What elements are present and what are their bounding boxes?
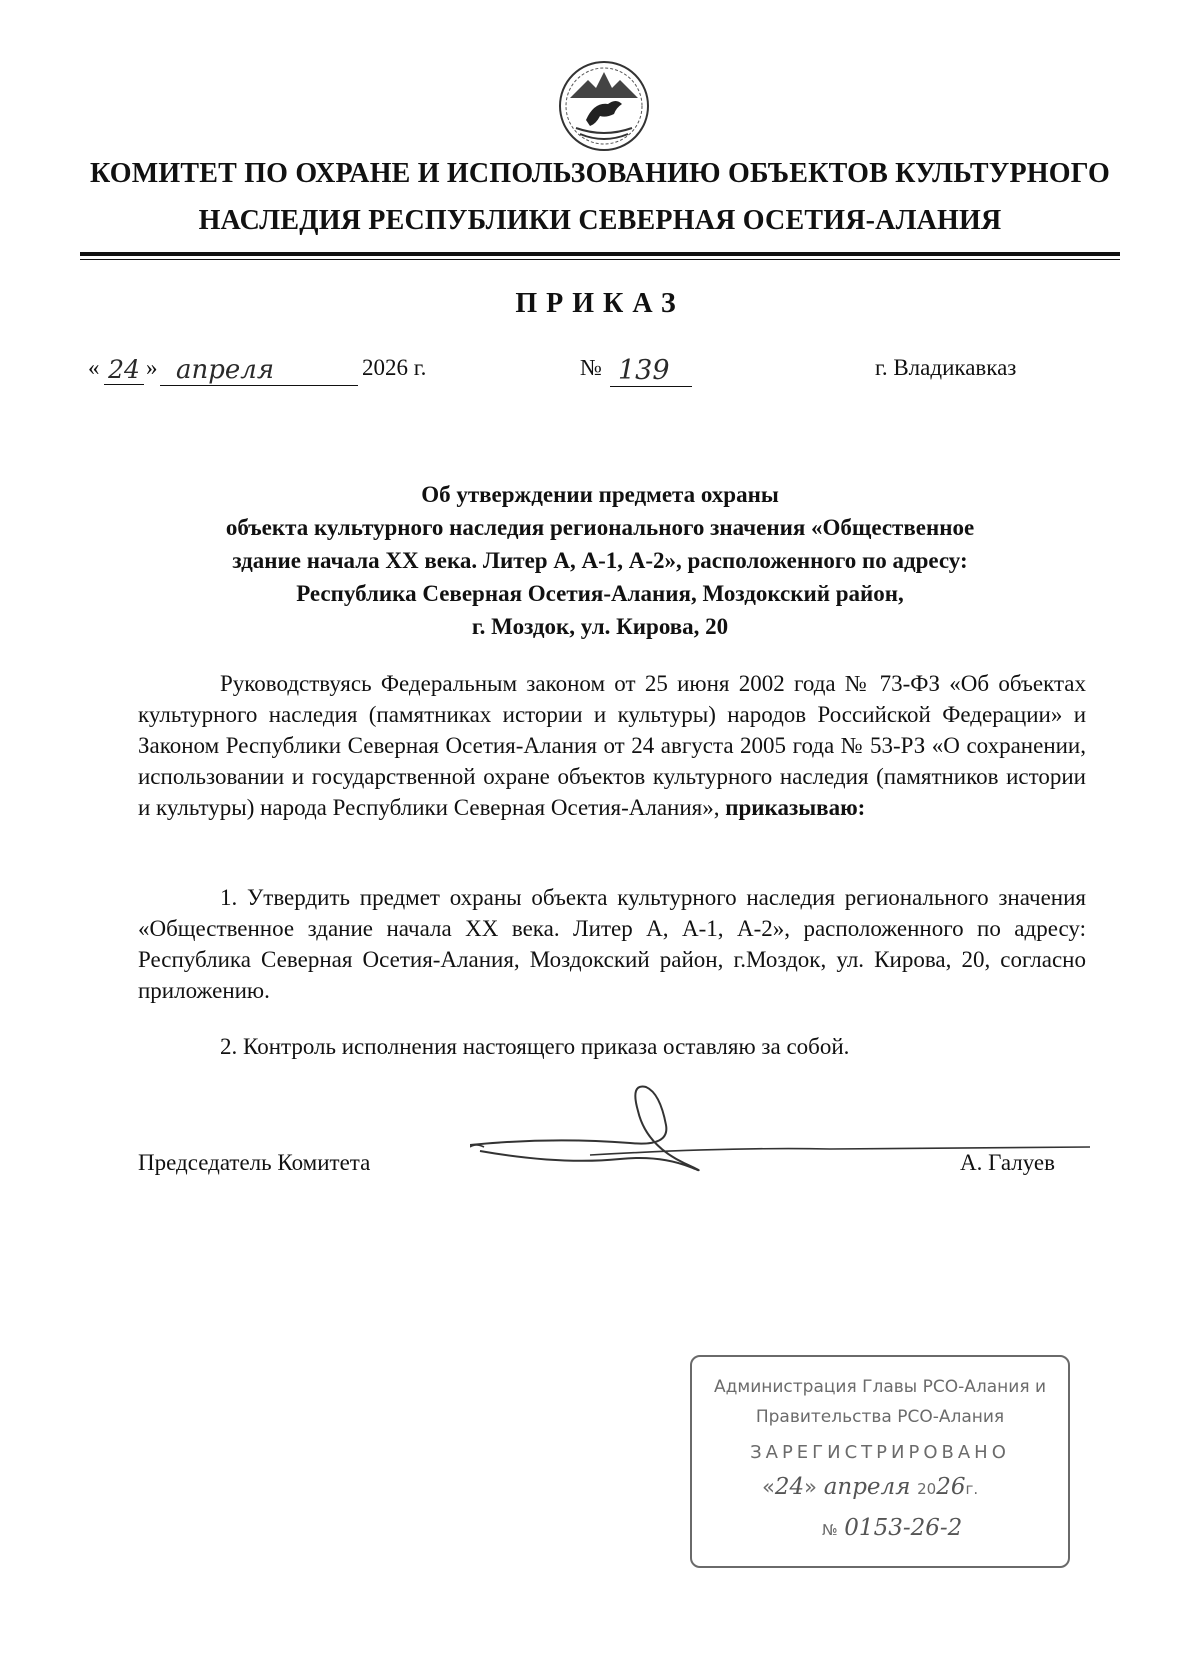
order-item-1: 1. Утвердить предмет охраны объекта культурного наследия регионального значения «Общественное здание начала XX века. Литер А, А-1, А-2», расположенного по адресу: Республика Северная Осетия-Алания, Моздокский район, г.Моздок, ул. Кирова, 20, согласно приложению. bbox=[138, 885, 1086, 1003]
header-divider-thin bbox=[80, 259, 1120, 260]
stamp-year-suffix: г. bbox=[965, 1480, 979, 1498]
stamp-date bbox=[762, 1474, 1022, 1500]
stamp-date-month-handwritten: апреля bbox=[823, 1474, 911, 1500]
registration-stamp bbox=[690, 1355, 1070, 1568]
stamp-number-handwritten: 0153-26-2 bbox=[844, 1515, 963, 1541]
order-item-2: 2. Контроль исполнения настоящего приказа оставляю за собой. bbox=[220, 1034, 850, 1059]
header-divider-thick bbox=[80, 252, 1120, 256]
stamp-date-day-handwritten: 24 bbox=[774, 1474, 805, 1500]
order-number-handwritten: 139 bbox=[610, 355, 692, 387]
stamp-year-handwritten: 26 bbox=[936, 1474, 966, 1500]
order-word: приказываю: bbox=[725, 795, 866, 820]
date-quote-open: « bbox=[88, 355, 100, 380]
stamp-number-sign: № bbox=[822, 1521, 838, 1539]
stamp-number bbox=[822, 1515, 1042, 1541]
stamp-registered-label: ЗАРЕГИСТРИРОВАНО bbox=[750, 1442, 1010, 1463]
subject-line: объекта культурного наследия регионального значения «Общественное bbox=[225, 515, 975, 540]
order-subject bbox=[140, 478, 1060, 643]
subject-line: г. Моздок, ул. Кирова, 20 bbox=[471, 614, 729, 639]
date-month-handwritten: апреля bbox=[160, 355, 358, 386]
date-day-handwritten: 24 bbox=[104, 355, 144, 385]
document-title: ПРИКАЗ bbox=[515, 288, 685, 319]
subject-line: Республика Северная Осетия-Алания, Моздокский район, bbox=[296, 581, 904, 606]
stamp-year-prefix: 20 bbox=[917, 1480, 937, 1498]
number-sign: № bbox=[580, 355, 602, 380]
preamble-paragraph bbox=[138, 668, 1086, 823]
stamp-line: Правительства РСО-Алания bbox=[755, 1407, 1005, 1427]
stamp-line: Администрация Главы РСО-Алания и bbox=[713, 1377, 1046, 1397]
stamp-date-quote-open: « bbox=[762, 1475, 775, 1499]
preamble-text: Руководствуясь Федеральным законом от 25 июня 2002 года № 73-ФЗ «Об объектах культурного наследия (памятниках истории и культуры) народов Российской Федерации» и Законом Республики Северная Осетия-Алания от 24 августа 2005 года № 53-РЗ «О сохранении, использовании и государственной охране объектов культурного наследия (памятников истории и культуры) народа Республики Северная Осетия-Алания», bbox=[138, 671, 1086, 820]
date-year: 2026 г. bbox=[362, 355, 427, 380]
organization-name-line1: КОМИТЕТ ПО ОХРАНЕ И ИСПОЛЬЗОВАНИЮ ОБЪЕКТОВ КУЛЬТУРНОГО bbox=[89, 158, 1111, 189]
subject-line: Об утверждении предмета охраны bbox=[421, 482, 779, 507]
city: г. Владикавказ bbox=[875, 355, 1017, 380]
date-quote-close: » bbox=[146, 355, 158, 380]
coat-of-arms-emblem-icon bbox=[556, 58, 652, 154]
signatory-name: А. Галуев bbox=[960, 1150, 1055, 1175]
subject-line: здание начала XX века. Литер А, А-1, А-2», расположенного по адресу: bbox=[232, 548, 968, 573]
signatory-position: Председатель Комитета bbox=[138, 1150, 371, 1175]
organization-name-line2: НАСЛЕДИЯ РЕСПУБЛИКИ СЕВЕРНАЯ ОСЕТИЯ-АЛАНИЯ bbox=[198, 205, 1002, 236]
stamp-date-quote-close: » bbox=[804, 1475, 817, 1499]
